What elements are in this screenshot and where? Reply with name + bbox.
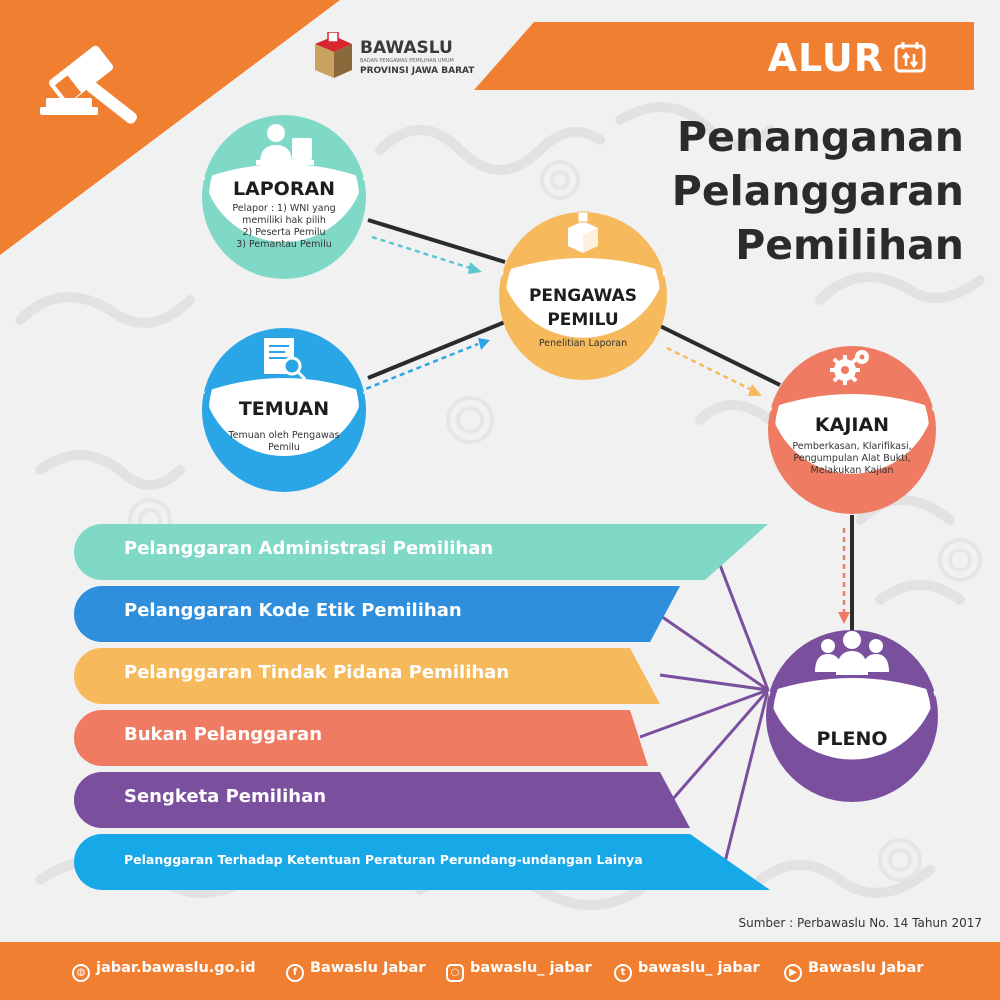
temuan-desc-line: Temuan oleh Pengawas xyxy=(228,430,340,441)
temuan-desc-line: Pemilu xyxy=(268,442,300,453)
title-line-1: Penanganan xyxy=(677,113,964,161)
instagram-text: bawaslu_ jabar xyxy=(470,960,592,976)
pengawas-title-line-1: PENGAWAS xyxy=(528,286,638,306)
connector-pengawas-kajian xyxy=(660,326,780,385)
kajian-desc xyxy=(772,441,932,477)
instagram-icon: ○ xyxy=(446,964,464,982)
youtube-text: Bawaslu Jabar xyxy=(808,960,924,976)
arrow-laporan xyxy=(372,237,470,268)
laporan-desc-line: Pelapor : 1) WNI yang xyxy=(232,203,336,214)
connector-laporan-pengawas xyxy=(368,220,505,262)
temuan-label xyxy=(204,398,364,454)
kajian-desc-line: Pengumpulan Alat Bukti, xyxy=(793,453,911,464)
temuan-title: TEMUAN xyxy=(238,398,330,420)
outcome-label-2: Pelanggaran Kode Etik Pemilihan xyxy=(124,600,462,621)
pengawas-desc: Penelitian Laporan xyxy=(538,338,628,349)
footer-website[interactable] xyxy=(72,960,256,982)
node-pleno xyxy=(766,630,938,802)
footer-youtube[interactable] xyxy=(784,960,923,982)
title-line-3: Pemilihan xyxy=(735,221,964,269)
laporan-title: LAPORAN xyxy=(232,178,336,200)
banner-text: ALUR xyxy=(767,36,884,80)
footer-instagram[interactable] xyxy=(446,960,592,982)
pengawas-title-line-2: PEMILU xyxy=(547,310,619,330)
twitter-icon: t xyxy=(614,964,632,982)
logo-subtitle: BADAN PENGAWAS PEMILIHAN UMUM xyxy=(360,58,454,64)
laporan-desc-line: memiliki hak pilih xyxy=(242,215,326,226)
footer-facebook[interactable] xyxy=(286,960,425,982)
kajian-desc-line: Pemberkasan, Klarifikasi, xyxy=(792,441,912,452)
connector-temuan-pengawas xyxy=(368,322,505,378)
pengawas-label xyxy=(503,284,663,350)
logo-province: PROVINSI JAWA BARAT xyxy=(360,66,475,76)
laporan-desc-line: 3) Pemantau Pemilu xyxy=(236,239,332,250)
kajian-desc-line: Melakukan Kajian xyxy=(810,465,894,476)
laporan-desc xyxy=(204,203,364,251)
outcome-label-5: Sengketa Pemilihan xyxy=(124,786,327,807)
arrow-temuan xyxy=(358,344,478,392)
outcome-label-4: Bukan Pelanggaran xyxy=(124,724,323,745)
outcome-label-1: Pelanggaran Administrasi Pemilihan xyxy=(124,538,494,559)
logo-name: BAWASLU xyxy=(360,38,453,58)
outcome-label-3: Pelanggaran Tindak Pidana Pemilihan xyxy=(124,662,510,683)
laporan-label xyxy=(204,178,364,251)
outcome-label-6: Pelanggaran Terhadap Ketentuan Peraturan Perundang-undangan Lainya xyxy=(124,852,643,867)
kajian-title: KAJIAN xyxy=(814,414,890,436)
youtube-icon: ▶ xyxy=(784,964,802,982)
globe-icon: ◍ xyxy=(72,964,90,982)
kajian-label xyxy=(772,414,932,477)
pleno-title: PLENO xyxy=(816,728,888,750)
website-text: jabar.bawaslu.go.id xyxy=(96,960,256,976)
arrow-pengawas xyxy=(667,348,752,390)
twitter-text: bawaslu_ jabar xyxy=(638,960,760,976)
facebook-text: Bawaslu Jabar xyxy=(310,960,426,976)
title-line-2: Pelanggaran xyxy=(671,167,964,215)
pleno-label xyxy=(772,728,932,750)
footer xyxy=(0,942,1000,1000)
footer-twitter[interactable] xyxy=(614,960,760,982)
laporan-desc-line: 2) Peserta Pemilu xyxy=(242,227,326,238)
facebook-icon: f xyxy=(286,964,304,982)
source-note: Sumber : Perbawaslu No. 14 Tahun 2017 xyxy=(738,916,982,930)
temuan-desc xyxy=(204,430,364,454)
